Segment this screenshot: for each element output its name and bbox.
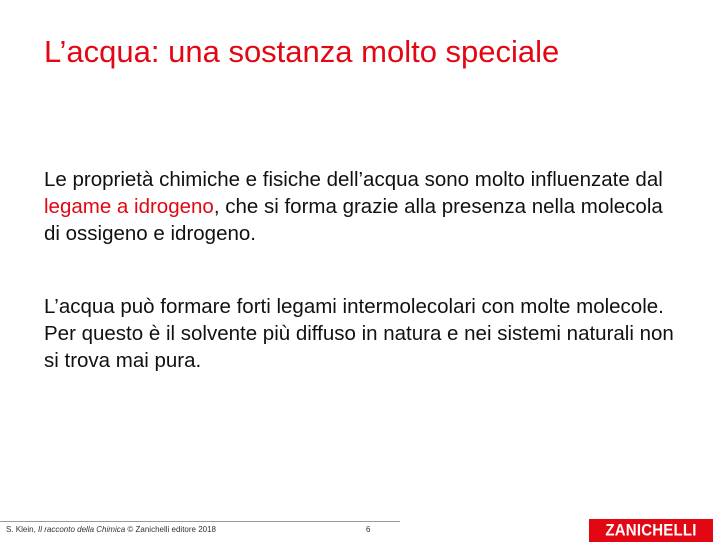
- slide-title: L’acqua: una sostanza molto speciale: [44, 34, 560, 69]
- footer-author: S. Klein,: [6, 525, 39, 534]
- footer-credit: [6, 524, 216, 536]
- paragraph-1-text-end: , che si forma grazie alla presenza nella molecola di ossigeno e idrogeno.: [44, 195, 663, 245]
- highlight-hydrogen-bond: legame a idrogeno: [44, 195, 214, 218]
- zanichelli-logo: ZANICHELLI: [589, 519, 713, 542]
- footer-divider: [0, 521, 400, 522]
- paragraph-hydrogen-bond: [44, 166, 684, 247]
- paragraph-1-text-start: Le proprietà chimiche e fisiche dell’acqua sono molto influenzate dal: [44, 168, 663, 191]
- footer-publisher: © Zanichelli editore 2018: [125, 525, 217, 534]
- footer-book-title: Il racconto della Chimica: [38, 525, 126, 534]
- paragraph-solvent: L’acqua può formare forti legami intermolecolari con molte molecole. Per questo è il solvente più diffuso in natura e nei sistemi naturali non si trova mai pura.: [44, 295, 674, 372]
- page-number: 6: [366, 525, 371, 534]
